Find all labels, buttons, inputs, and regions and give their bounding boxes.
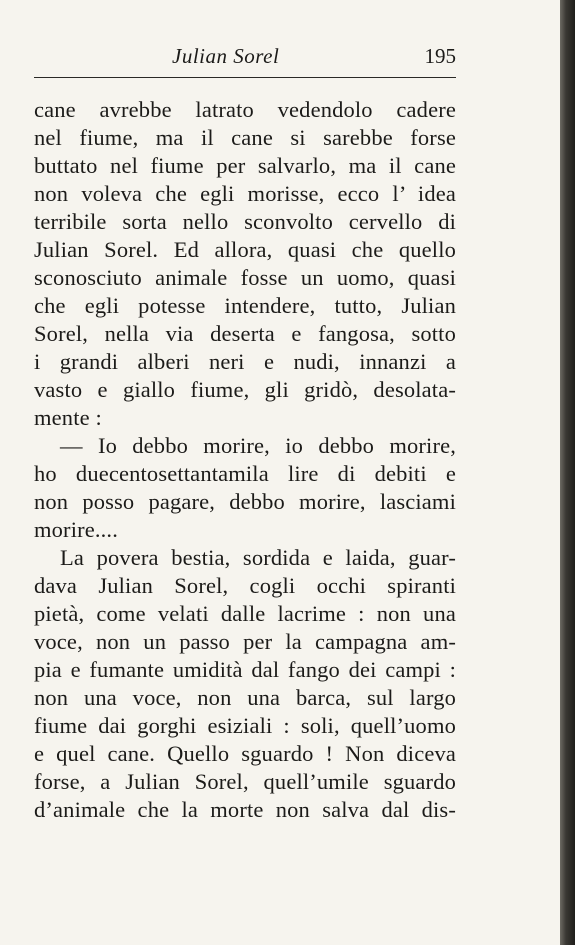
- text-line: non una voce, non una barca, sul largo: [34, 685, 456, 710]
- text-line: morire....: [34, 517, 118, 542]
- text-line: fiume dai gorghi esiziali : soli, quell’uomo: [34, 713, 456, 738]
- header-rule: [34, 77, 456, 78]
- text-line: sconosciuto animale fosse un uomo, quasi: [34, 265, 456, 290]
- text-line: i grandi alberi neri e nudi, innanzi a: [34, 349, 456, 374]
- text-line: cane avrebbe latrato vedendolo cadere: [34, 97, 456, 122]
- text-line: Sorel, nella via deserta e fangosa, sotto: [34, 321, 456, 346]
- text-line: che egli potesse intendere, tutto, Julian: [34, 293, 456, 318]
- text-line: — Io debbo morire, io debbo morire,: [60, 433, 456, 458]
- text-line: non voleva che egli morisse, ecco l’ idea: [34, 181, 456, 206]
- text-line: dava Julian Sorel, cogli occhi spiranti: [34, 573, 456, 598]
- text-line: La povera bestia, sordida e laida, guar-: [60, 545, 456, 570]
- text-line: d’animale che la morte non salva dal dis-: [34, 797, 456, 822]
- running-head: [34, 44, 454, 70]
- text-line: Julian Sorel. Ed allora, quasi che quello: [34, 237, 456, 262]
- page-number: 195: [424, 44, 456, 68]
- text-line: mente :: [34, 405, 102, 430]
- text-line: voce, non un passo per la campagna am-: [34, 629, 456, 654]
- page-edge-shadow: [560, 0, 575, 945]
- body-text: [34, 96, 456, 824]
- text-line: nel fiume, ma il cane si sarebbe forse: [34, 125, 456, 150]
- text-line: forse, a Julian Sorel, quell’umile sguardo: [34, 769, 456, 794]
- text-line: pietà, come velati dalle lacrime : non una: [34, 601, 456, 626]
- text-line: terribile sorta nello sconvolto cervello di: [34, 209, 456, 234]
- running-title: Julian Sorel: [172, 44, 280, 68]
- text-line: pia e fumante umidità dal fango dei campi :: [34, 657, 456, 682]
- text-line: ho duecentosettantamila lire di debiti e: [34, 461, 456, 486]
- text-line: buttato nel fiume per salvarlo, ma il cane: [34, 153, 456, 178]
- text-line: non posso pagare, debbo morire, lasciami: [34, 489, 456, 514]
- text-line: vasto e giallo fiume, gli gridò, desolata-: [34, 377, 456, 402]
- text-line: e quel cane. Quello sguardo ! Non diceva: [34, 741, 456, 766]
